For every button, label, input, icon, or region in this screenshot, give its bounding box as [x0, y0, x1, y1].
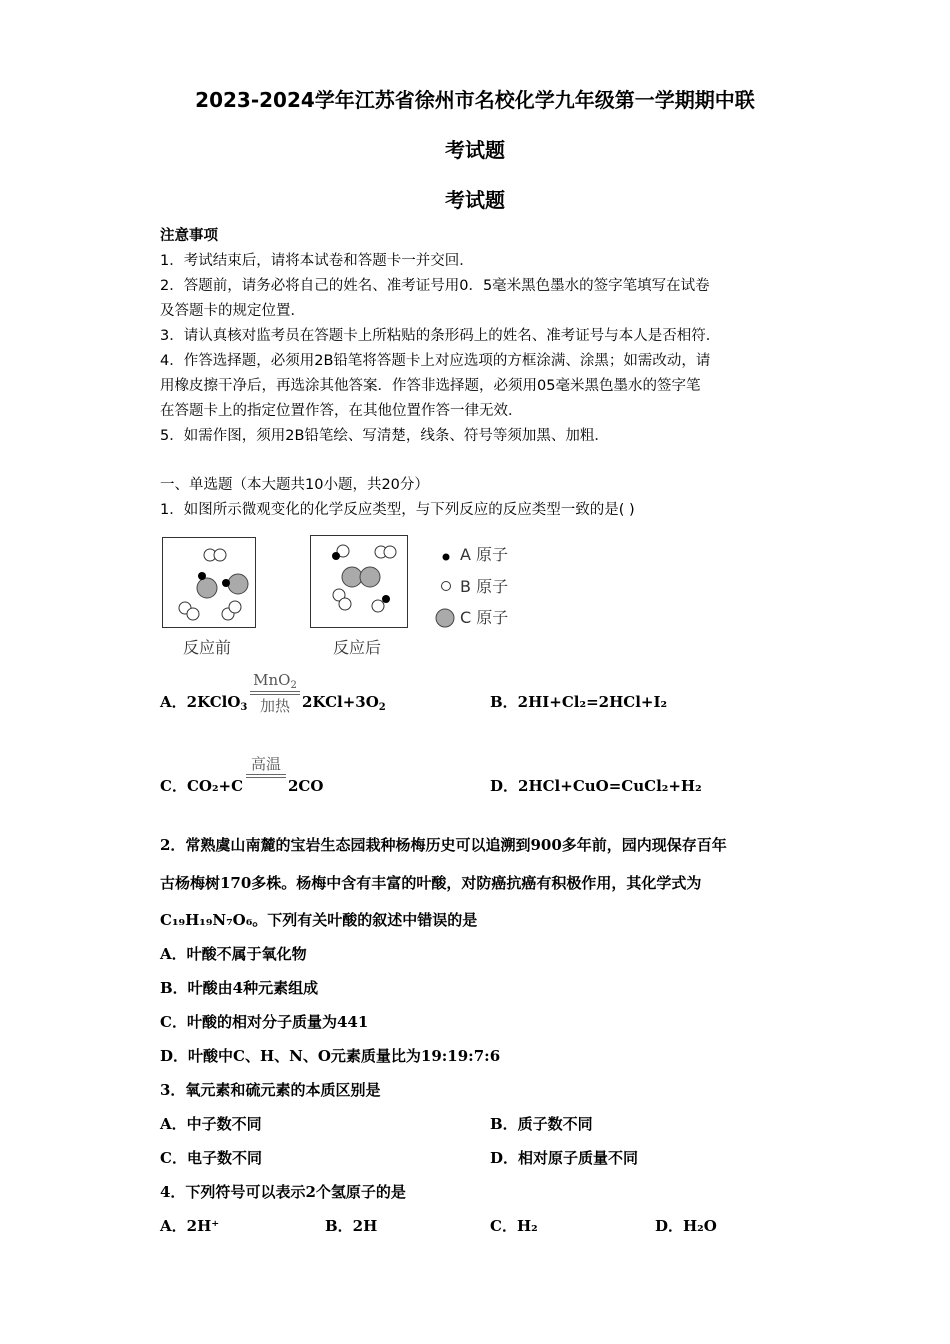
note-line: 用橡皮擦干净后，再选涂其他答案．作答非选择题，必须用05毫米黑色墨水的签字笔 — [160, 378, 701, 394]
title-line-1: 2023-2024学年江苏省徐州市名校化学九年级第一学期期中联 — [195, 88, 755, 112]
q1-c-product: 2CO — [288, 777, 324, 795]
heat-condition: 加热 — [259, 697, 290, 715]
equals-sign — [246, 774, 286, 778]
q3-option-b: B．质子数不同 — [490, 1115, 593, 1133]
q1-option-d: D．2HCl+CuO=CuCl₂+H₂ — [490, 777, 702, 795]
title-line-3: 考试题 — [445, 188, 505, 212]
q2-option-c: C．叶酸的相对分子质量为441 — [160, 1013, 369, 1031]
q1-stem: 1．如图所示微观变化的化学反应类型，与下列反应的反应类型一致的是( ) — [160, 502, 635, 518]
q1-option-a — [160, 695, 247, 713]
note-line: 在答题卡上的指定位置作答，在其他位置作答一律无效． — [160, 403, 523, 419]
legend-b-atom: B 原子 — [460, 577, 509, 596]
title-line-2: 考试题 — [445, 138, 505, 162]
molecule-diagram-before — [163, 538, 255, 627]
after-reaction-box — [310, 535, 408, 628]
high-temp-condition: 高温 — [250, 755, 281, 773]
q1-a-product — [302, 695, 386, 713]
q2-option-d: D．叶酸中C、H、N、O元素质量比为19:19:7:6 — [160, 1047, 501, 1065]
q4-option-d: D．H₂O — [655, 1217, 717, 1235]
q2-option-b: B．叶酸由4种元素组成 — [160, 979, 319, 997]
molecule-diagram-after — [311, 536, 407, 627]
subscript: 2 — [290, 680, 297, 691]
q2-option-a: A．叶酸不属于氧化物 — [160, 945, 307, 963]
q4-stem: 4．下列符号可以表示2个氢原子的是 — [160, 1183, 406, 1201]
q1-a-condition — [250, 671, 300, 716]
reactant: 2KClO — [186, 693, 241, 711]
notes-heading: 注意事项 — [160, 228, 218, 244]
note-line: 2．答题前，请务必将自己的姓名、准考证号用0．5毫米黑色墨水的签字笔填写在试卷 — [160, 278, 710, 294]
option-label: A． — [160, 693, 187, 711]
legend-c-atom: C 原子 — [460, 608, 509, 627]
after-label: 反应后 — [333, 638, 382, 657]
q2-stem-line: 2．常熟虞山南麓的宝岩生态园栽种杨梅历史可以追溯到900多年前，园内现保存百年 — [160, 836, 727, 854]
q3-stem: 3．氧元素和硫元素的本质区别是 — [160, 1081, 381, 1099]
note-line: 3．请认真核对监考员在答题卡上所粘贴的条形码上的姓名、准考证号与本人是否相符． — [160, 328, 721, 344]
q4-option-c: C．H₂ — [490, 1217, 538, 1235]
q3-option-a: A．中子数不同 — [160, 1115, 262, 1133]
subscript: 2 — [378, 702, 386, 713]
note-line: 及答题卡的规定位置． — [160, 303, 305, 319]
q3-option-d: D．相对原子质量不同 — [490, 1149, 639, 1167]
q2-stem-line: 古杨梅树170多株。杨梅中含有丰富的叶酸，对防癌抗癌有积极作用，其化学式为 — [160, 874, 702, 892]
legend-a-atom: A 原子 — [460, 545, 509, 564]
q4-option-a: A．2H⁺ — [160, 1217, 220, 1235]
q1-option-b: B．2HI+Cl₂=2HCl+I₂ — [490, 693, 668, 711]
before-reaction-box — [162, 537, 256, 628]
note-line: 1．考试结束后，请将本试卷和答题卡一并交回． — [160, 253, 474, 269]
product: 2KCl+3O — [302, 693, 379, 711]
q2-stem-line: C₁₉H₁₉N₇O₆。下列有关叶酸的叙述中错误的是 — [160, 911, 478, 929]
reactant: CO₂+C — [186, 777, 244, 795]
subscript: 3 — [240, 702, 248, 713]
q4-option-b: B．2H — [325, 1217, 378, 1235]
note-line: 5．如需作图，须用2B铅笔绘、写清楚，线条、符号等须加黑、加粗． — [160, 428, 609, 444]
q3-option-c: C．电子数不同 — [160, 1149, 262, 1167]
q1-option-c — [160, 779, 243, 794]
catalyst: MnO — [253, 671, 291, 689]
option-label: C． — [160, 777, 187, 795]
before-label: 反应前 — [183, 638, 232, 657]
q1-c-condition — [246, 753, 286, 778]
section-heading: 一、单选题（本大题共10小题，共20分） — [160, 477, 429, 493]
note-line: 4．作答选择题，必须用2B铅笔将答题卡上对应选项的方框涂满、涂黑；如需改动，请 — [160, 353, 711, 369]
